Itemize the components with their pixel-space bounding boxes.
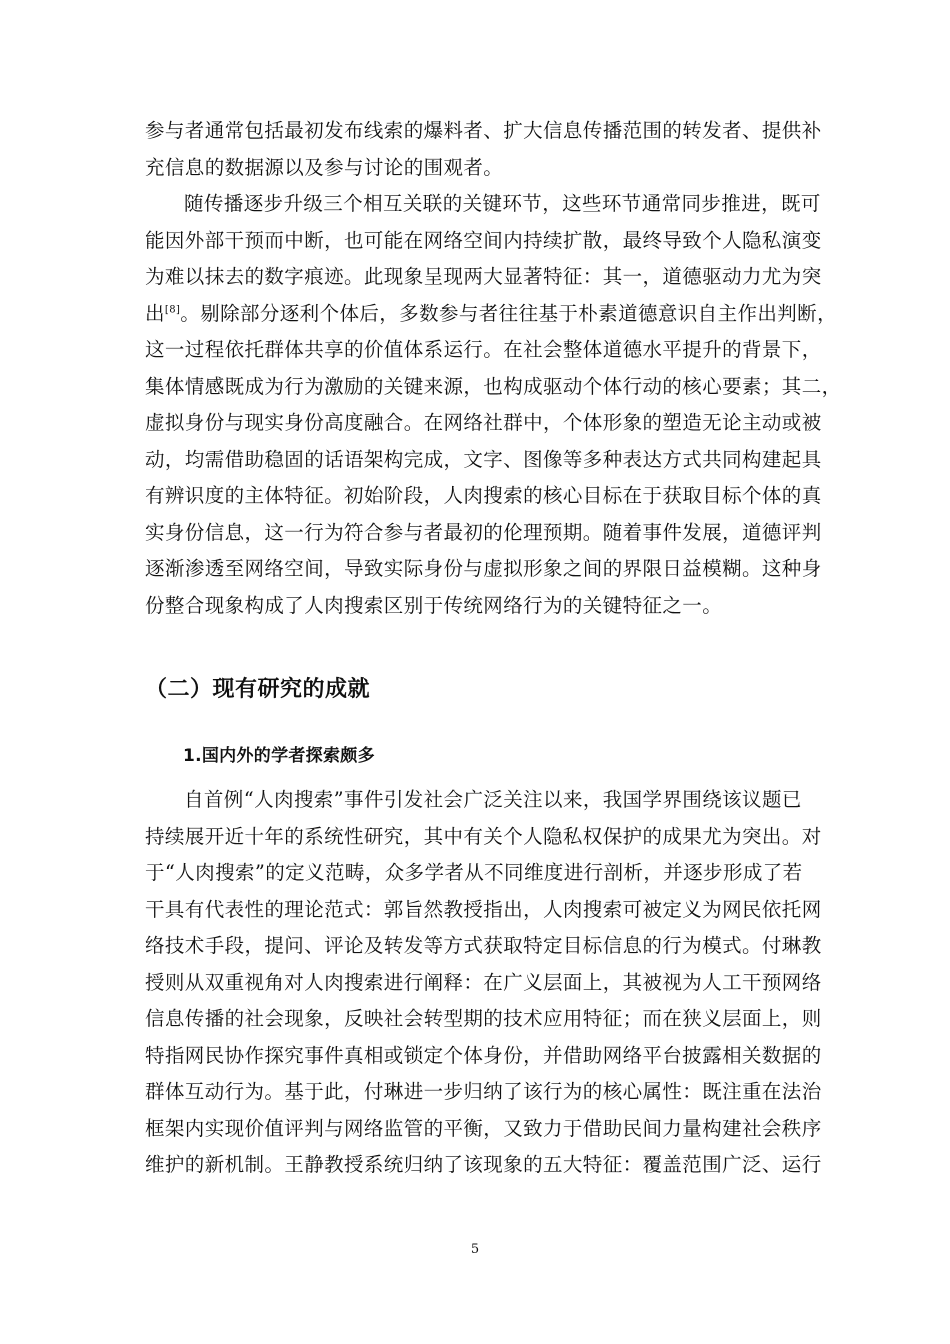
text-line: 份整合现象构成了人肉搜索区别于传统网络行为的关键特征之一。 [145, 593, 723, 617]
text-line: 能因外部干预而中断，也可能在网络空间内持续扩散，最终导致个人隐私演变 [145, 228, 822, 252]
page-number: 5 [470, 1242, 480, 1257]
text-line-with-citation [145, 296, 837, 333]
text-line: 动，均需借助稳固的话语架构完成，文字、图像等多种表达方式共同构建起具 [145, 447, 822, 471]
text-line: 特指网民协作探究事件真相或锁定个体身份，并借助网络平台披露相关数据的 [145, 1043, 822, 1067]
text-line: 为难以抹去的数字痕迹。此现象呈现两大显著特征：其一，道德驱动力尤为突 [145, 265, 822, 288]
text-line: 于“人肉搜索”的定义范畴，众多学者从不同维度进行剖析，并逐步形成了若 [145, 861, 803, 884]
text-line: 充信息的数据源以及参与讨论的围观者。 [145, 155, 504, 179]
text-line: 参与者通常包括最初发布线索的爆料者、扩大信息传播范围的转发者、提供补 [145, 119, 822, 142]
text-line: 络技术手段，提问、评论及转发等方式获取特定目标信息的行为模式。付琳教 [145, 934, 822, 957]
text-line: 框架内实现价值评判与网络监管的平衡，又致力于借助民间力量构建社会秩序 [145, 1116, 822, 1140]
text-fragment: 。剔除部分逐利个体后，多数参与者往往基于朴素道德意识自主作出判断， [180, 301, 837, 325]
text-line: 维护的新机制。王静教授系统归纳了该现象的五大特征：覆盖范围广泛、运行 [145, 1153, 822, 1176]
text-line: 信息传播的社会现象，反映社会转型期的技术应用特征；而在狭义层面上，则 [145, 1007, 822, 1030]
text-line: 授则从双重视角对人肉搜索进行阐释：在广义层面上，其被视为人工干预网络 [145, 970, 822, 994]
section-heading: （二）现有研究的成就 [145, 677, 371, 702]
text-line: 自首例“人肉搜索”事件引发社会广泛关注以来，我国学界围绕该议题已 [184, 788, 802, 811]
citation-marker: [8] [164, 304, 181, 315]
text-line: 虚拟身份与现实身份高度融合。在网络社群中，个体形象的塑造无论主动或被 [145, 411, 822, 434]
text-line: 逐渐渗透至网络空间，导致实际身份与虚拟形象之间的界限日益模糊。这种身 [145, 557, 822, 580]
sub-heading: 1.国内外的学者探索颇多 [183, 746, 375, 766]
text-line: 随传播逐步升级三个相互关联的关键环节，这些环节通常同步推进，既可 [184, 192, 821, 215]
text-line: 群体互动行为。基于此，付琳进一步归纳了该行为的核心属性：既注重在法治 [145, 1080, 822, 1103]
paragraph-features [145, 186, 842, 624]
text-line: 实身份信息，这一行为符合参与者最初的伦理预期。随着事件发展，道德评判 [145, 520, 822, 544]
text-line: 有辨识度的主体特征。初始阶段，人肉搜索的核心目标在于获取目标个体的真 [145, 484, 822, 507]
text-line: 集体情感既成为行为激励的关键来源，也构成驱动个体行动的核心要素；其二， [145, 374, 842, 398]
text-line: 干具有代表性的理论范式：郭旨然教授指出，人肉搜索可被定义为网民依托网 [145, 897, 822, 921]
text-line: 持续展开近十年的系统性研究，其中有关个人隐私权保护的成果尤为突出。对 [145, 824, 822, 848]
text-line: 这一过程依托群体共享的价值体系运行。在社会整体道德水平提升的背景下， [145, 338, 822, 361]
paragraph-participants [145, 113, 822, 186]
text-fragment: 出 [145, 301, 165, 325]
paragraph-research [145, 782, 822, 1184]
